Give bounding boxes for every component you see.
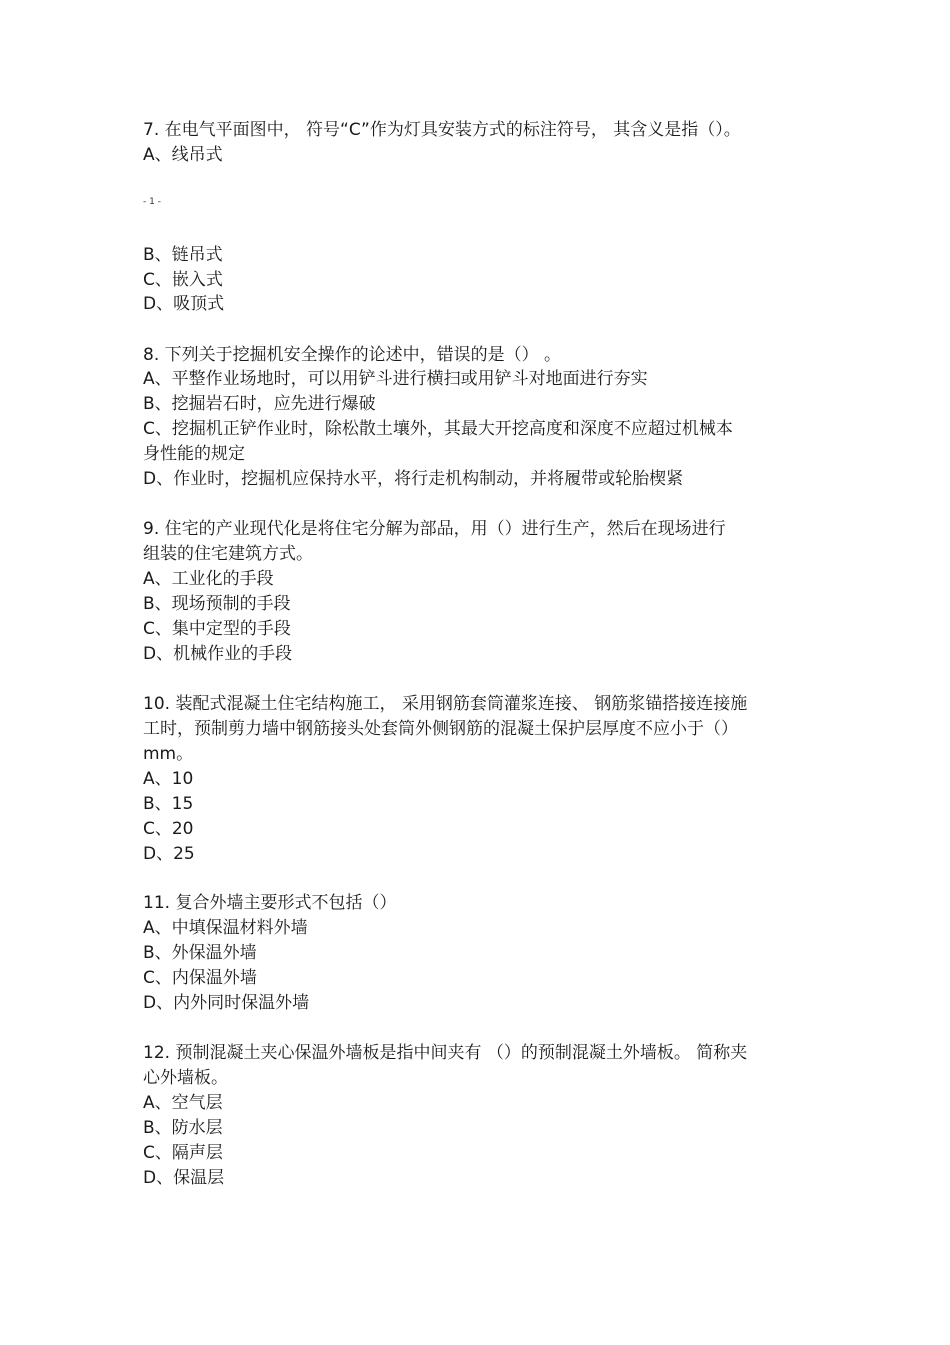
question-10-text: 10. 装配式混凝土住宅结构施工， 采用钢筋套筒灌浆连接、 钢筋浆锚搭接连接施: [143, 694, 748, 714]
question-10-option-b: B、15: [143, 794, 194, 814]
question-12-text-continued: 心外墙板。: [143, 1068, 228, 1088]
question-8-option-c: C、挖掘机正铲作业时，除松散土壤外，其最大开挖高度和深度不应超过机械本: [143, 419, 733, 439]
question-8-option-a: A、平整作业场地时，可以用铲斗进行横扫或用铲斗对地面进行夯实: [143, 369, 648, 389]
question-10-text-continued: 工时，预制剪力墙中钢筋接头处套筒外侧钢筋的混凝土保护层厚度不应小于（）: [143, 719, 738, 739]
question-12-option-b: B、防水层: [143, 1118, 223, 1138]
question-12-option-c: C、隔声层: [143, 1143, 223, 1163]
question-8-option-d: D、作业时，挖掘机应保持水平，将行走机构制动，并将履带或轮胎楔紧: [143, 469, 684, 489]
question-9-option-c: C、集中定型的手段: [143, 619, 291, 639]
question-8-text: 8. 下列关于挖掘机安全操作的论述中，错误的是（） 。: [143, 345, 562, 365]
question-7-text: 7. 在电气平面图中， 符号“C”作为灯具安装方式的标注符号， 其含义是指（）。: [143, 120, 741, 140]
question-12-option-d: D、保温层: [143, 1168, 225, 1188]
question-11-option-b: B、外保温外墙: [143, 943, 257, 963]
question-7-option-c: C、嵌入式: [143, 270, 223, 290]
question-10-text-unit: mm。: [143, 744, 194, 764]
question-7-option-a: A、线吊式: [143, 145, 223, 165]
question-10-option-a: A、10: [143, 769, 194, 789]
question-9-option-a: A、工业化的手段: [143, 569, 274, 589]
question-9-option-d: D、机械作业的手段: [143, 644, 293, 664]
question-11-option-a: A、中填保温材料外墙: [143, 918, 308, 938]
question-11-option-d: D、内外同时保温外墙: [143, 993, 310, 1013]
question-9-text: 9. 住宅的产业现代化是将住宅分解为部品，用（）进行生产，然后在现场进行: [143, 519, 726, 539]
question-7-option-b: B、链吊式: [143, 245, 223, 265]
question-8-option-b: B、挖掘岩石时，应先进行爆破: [143, 394, 376, 414]
question-9-text-continued: 组装的住宅建筑方式。: [143, 544, 313, 564]
question-11-text: 11. 复合外墙主要形式不包括（）: [143, 893, 397, 913]
question-11-option-c: C、内保温外墙: [143, 968, 257, 988]
question-12-text: 12. 预制混凝土夹心保温外墙板是指中间夹有 （）的预制混凝土外墙板。 简称夹: [143, 1043, 748, 1063]
question-9-option-b: B、现场预制的手段: [143, 594, 291, 614]
question-10-option-c: C、20: [143, 819, 194, 839]
page-number: - 1 -: [143, 197, 161, 207]
question-8-option-c-continued: 身性能的规定: [143, 444, 245, 464]
question-10-option-d: D、25: [143, 844, 195, 864]
question-7-option-d: D、吸顶式: [143, 294, 225, 314]
question-12-option-a: A、空气层: [143, 1093, 223, 1113]
